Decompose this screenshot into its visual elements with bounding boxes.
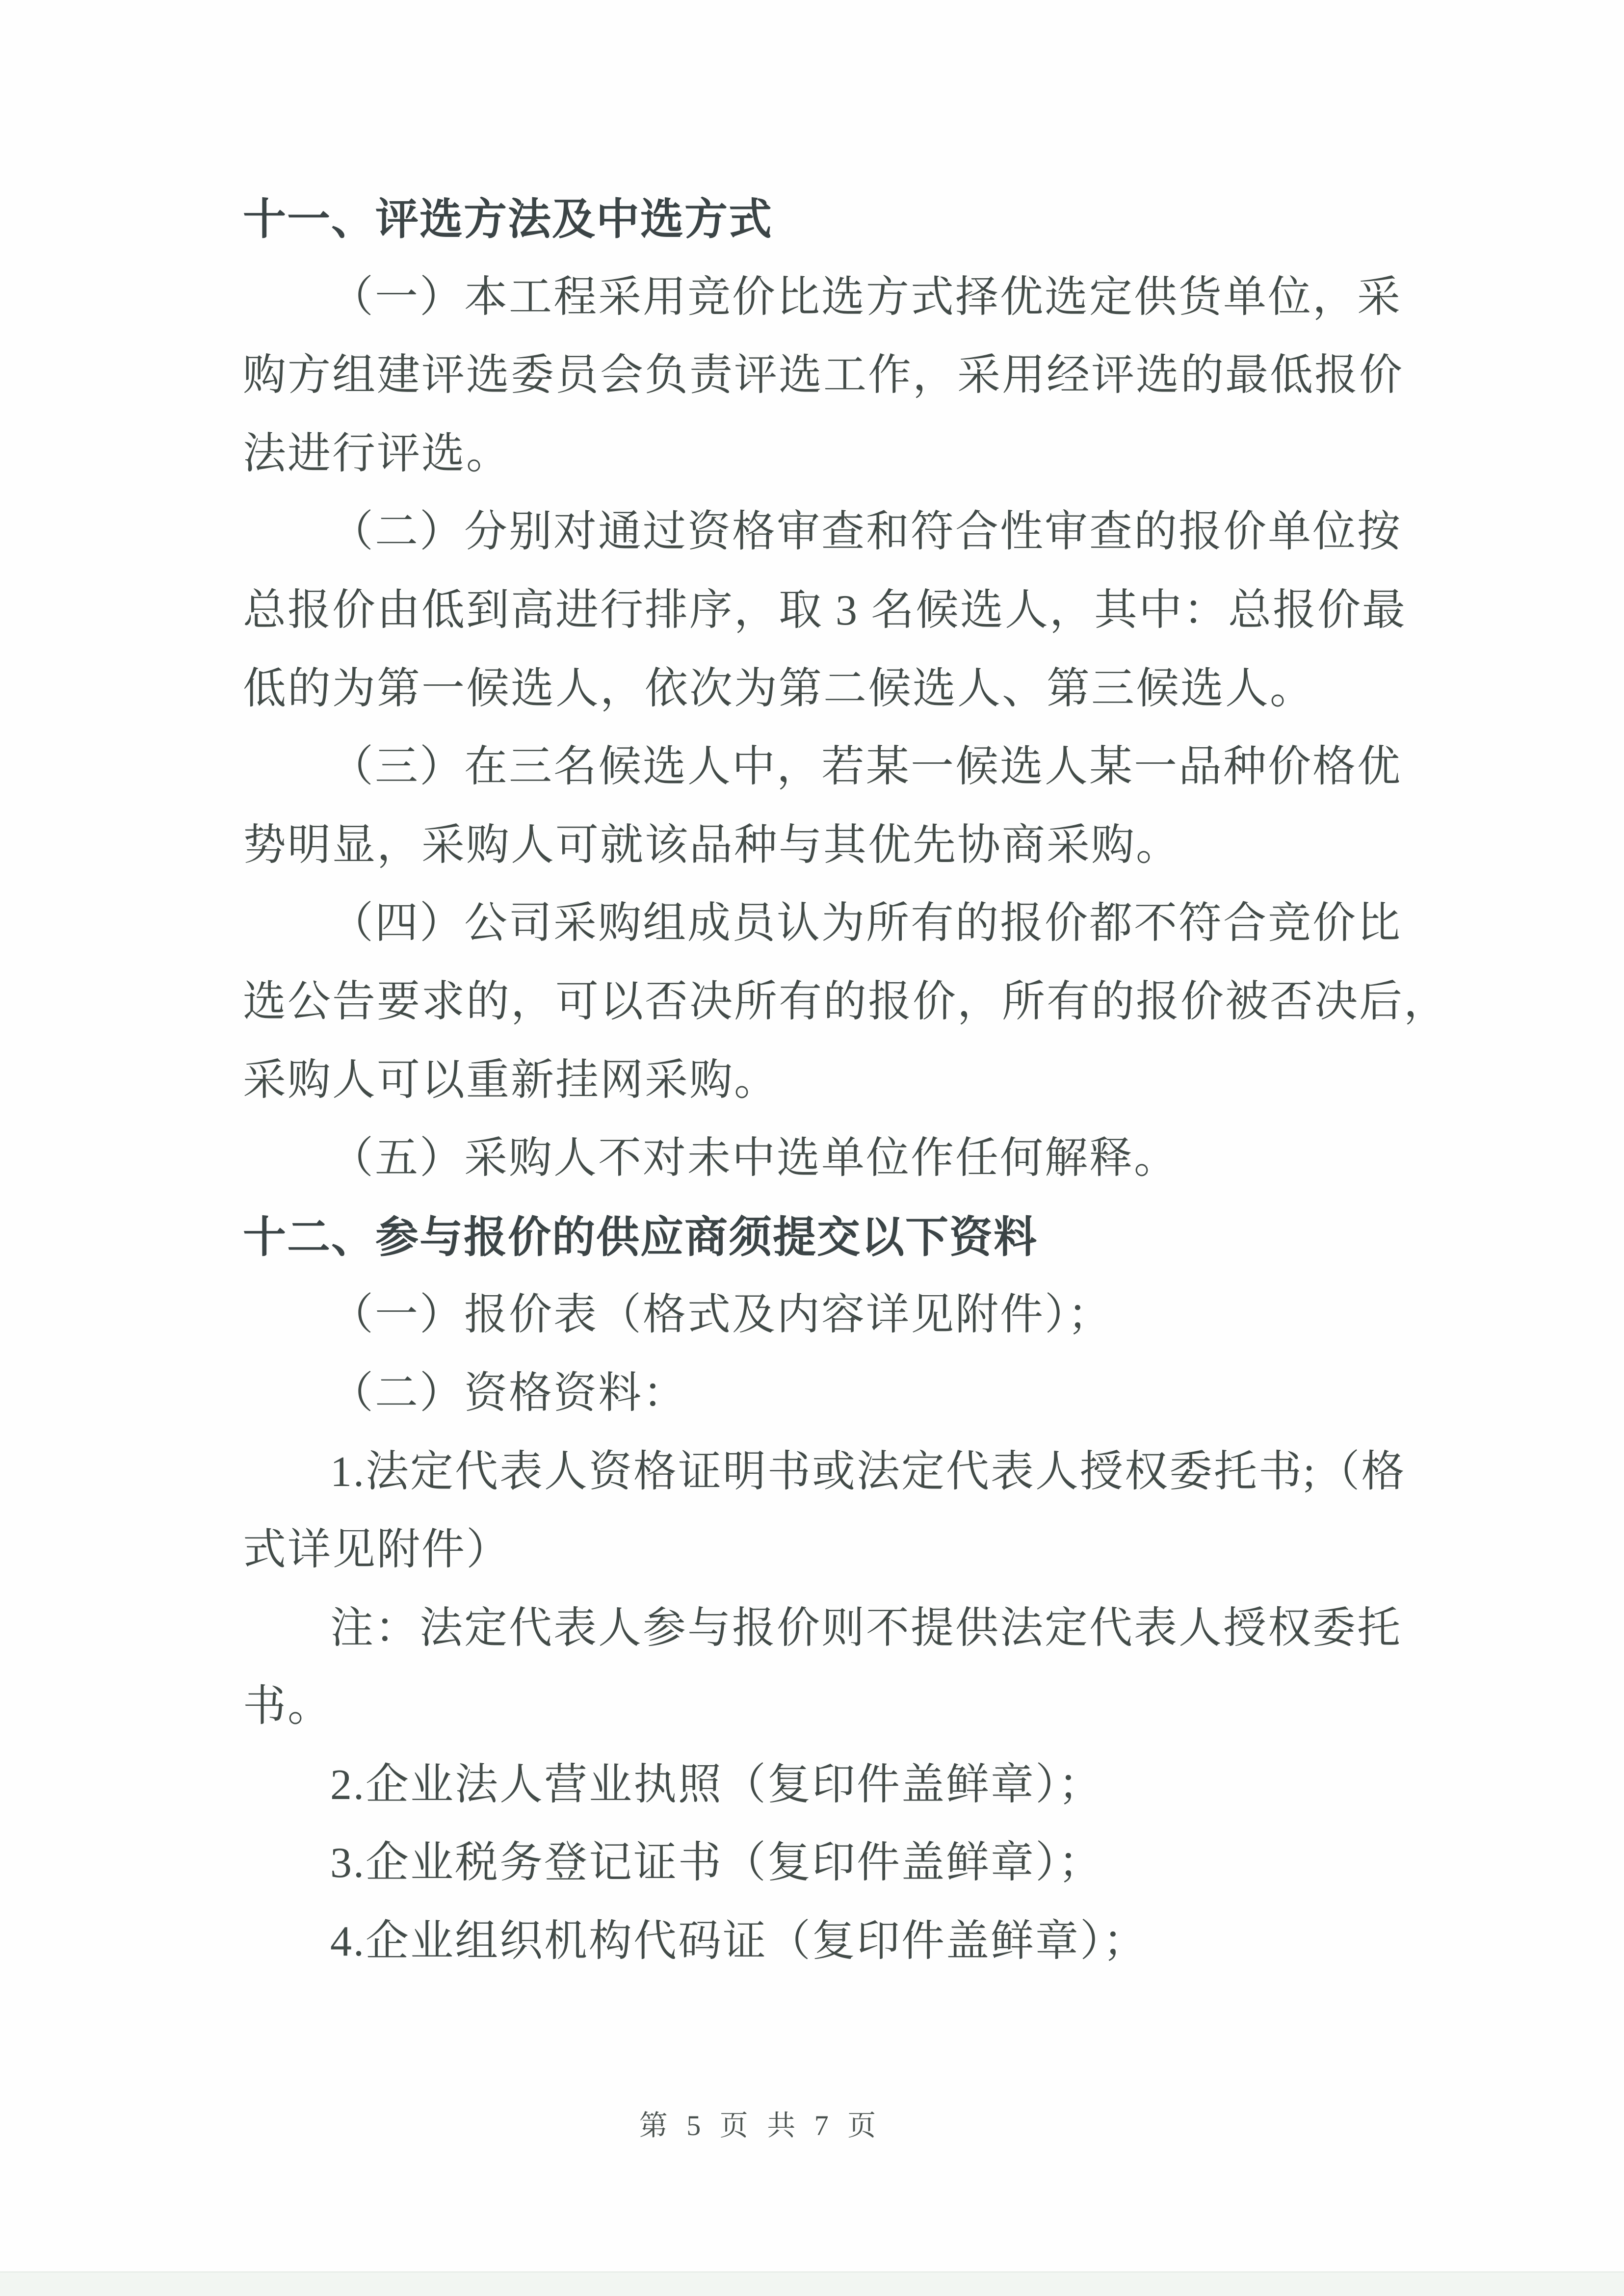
text-line: 1.法定代表人资格证明书或法定代表人授权委托书;（格 <box>330 1448 1406 1496</box>
page-number-label: 第 5 页 共 7 页 <box>639 2110 882 2141</box>
page-footer <box>0 2102 1521 2143</box>
document-body <box>243 195 1449 1996</box>
text-line: 书。 <box>243 1683 333 1731</box>
text-line: 总报价由低到高进行排序，取 3 名候选人，其中：总报价最 <box>243 586 1407 634</box>
text-line: 2.企业法人营业执照（复印件盖鲜章）； <box>330 1761 1103 1809</box>
text-line: 采购人可以重新挂网采购。 <box>243 1056 779 1104</box>
text-line: （二）资格资料： <box>330 1369 688 1417</box>
scan-edge-artifact <box>0 2271 1624 2296</box>
text-line: （三）在三名候选人中，若某一候选人某一品种价格优 <box>330 743 1402 791</box>
text-line: （五）采购人不对未中选单位作任何解释。 <box>330 1135 1179 1183</box>
text-line: 注：法定代表人参与报价则不提供法定代表人授权委托 <box>330 1604 1402 1652</box>
text-line: 式详见附件） <box>243 1526 511 1574</box>
text-line: （一）报价表（格式及内容详见附件）； <box>330 1291 1113 1339</box>
text-line: 3.企业税务登记证书（复印件盖鲜章）； <box>330 1839 1103 1887</box>
text-line: 法进行评选。 <box>243 430 511 478</box>
text-line: 低的为第一候选人，依次为第二候选人、第三候选人。 <box>243 665 1315 713</box>
text-line: （二）分别对通过资格审查和符合性审查的报价单位按 <box>330 508 1402 556</box>
text-line: 4.企业组织机构代码证（复印件盖鲜章）； <box>330 1918 1148 1966</box>
text-line: 购方组建评选委员会负责评选工作，采用经评选的最低报价 <box>243 352 1404 400</box>
text-line: （四）公司采购组成员认为所有的报价都不符合竞价比 <box>330 900 1402 948</box>
section-11-heading: 十一、评选方法及中选方式 <box>243 195 773 243</box>
section-12-heading: 十二、参与报价的供应商须提交以下资料 <box>243 1212 1038 1261</box>
text-line: 选公告要求的，可以否决所有的报价，所有的报价被否决后， <box>243 978 1449 1026</box>
text-line: （一）本工程采用竞价比选方式择优选定供货单位，采 <box>330 273 1402 321</box>
text-line: 势明显，采购人可就该品种与其优先协商采购。 <box>243 821 1181 869</box>
